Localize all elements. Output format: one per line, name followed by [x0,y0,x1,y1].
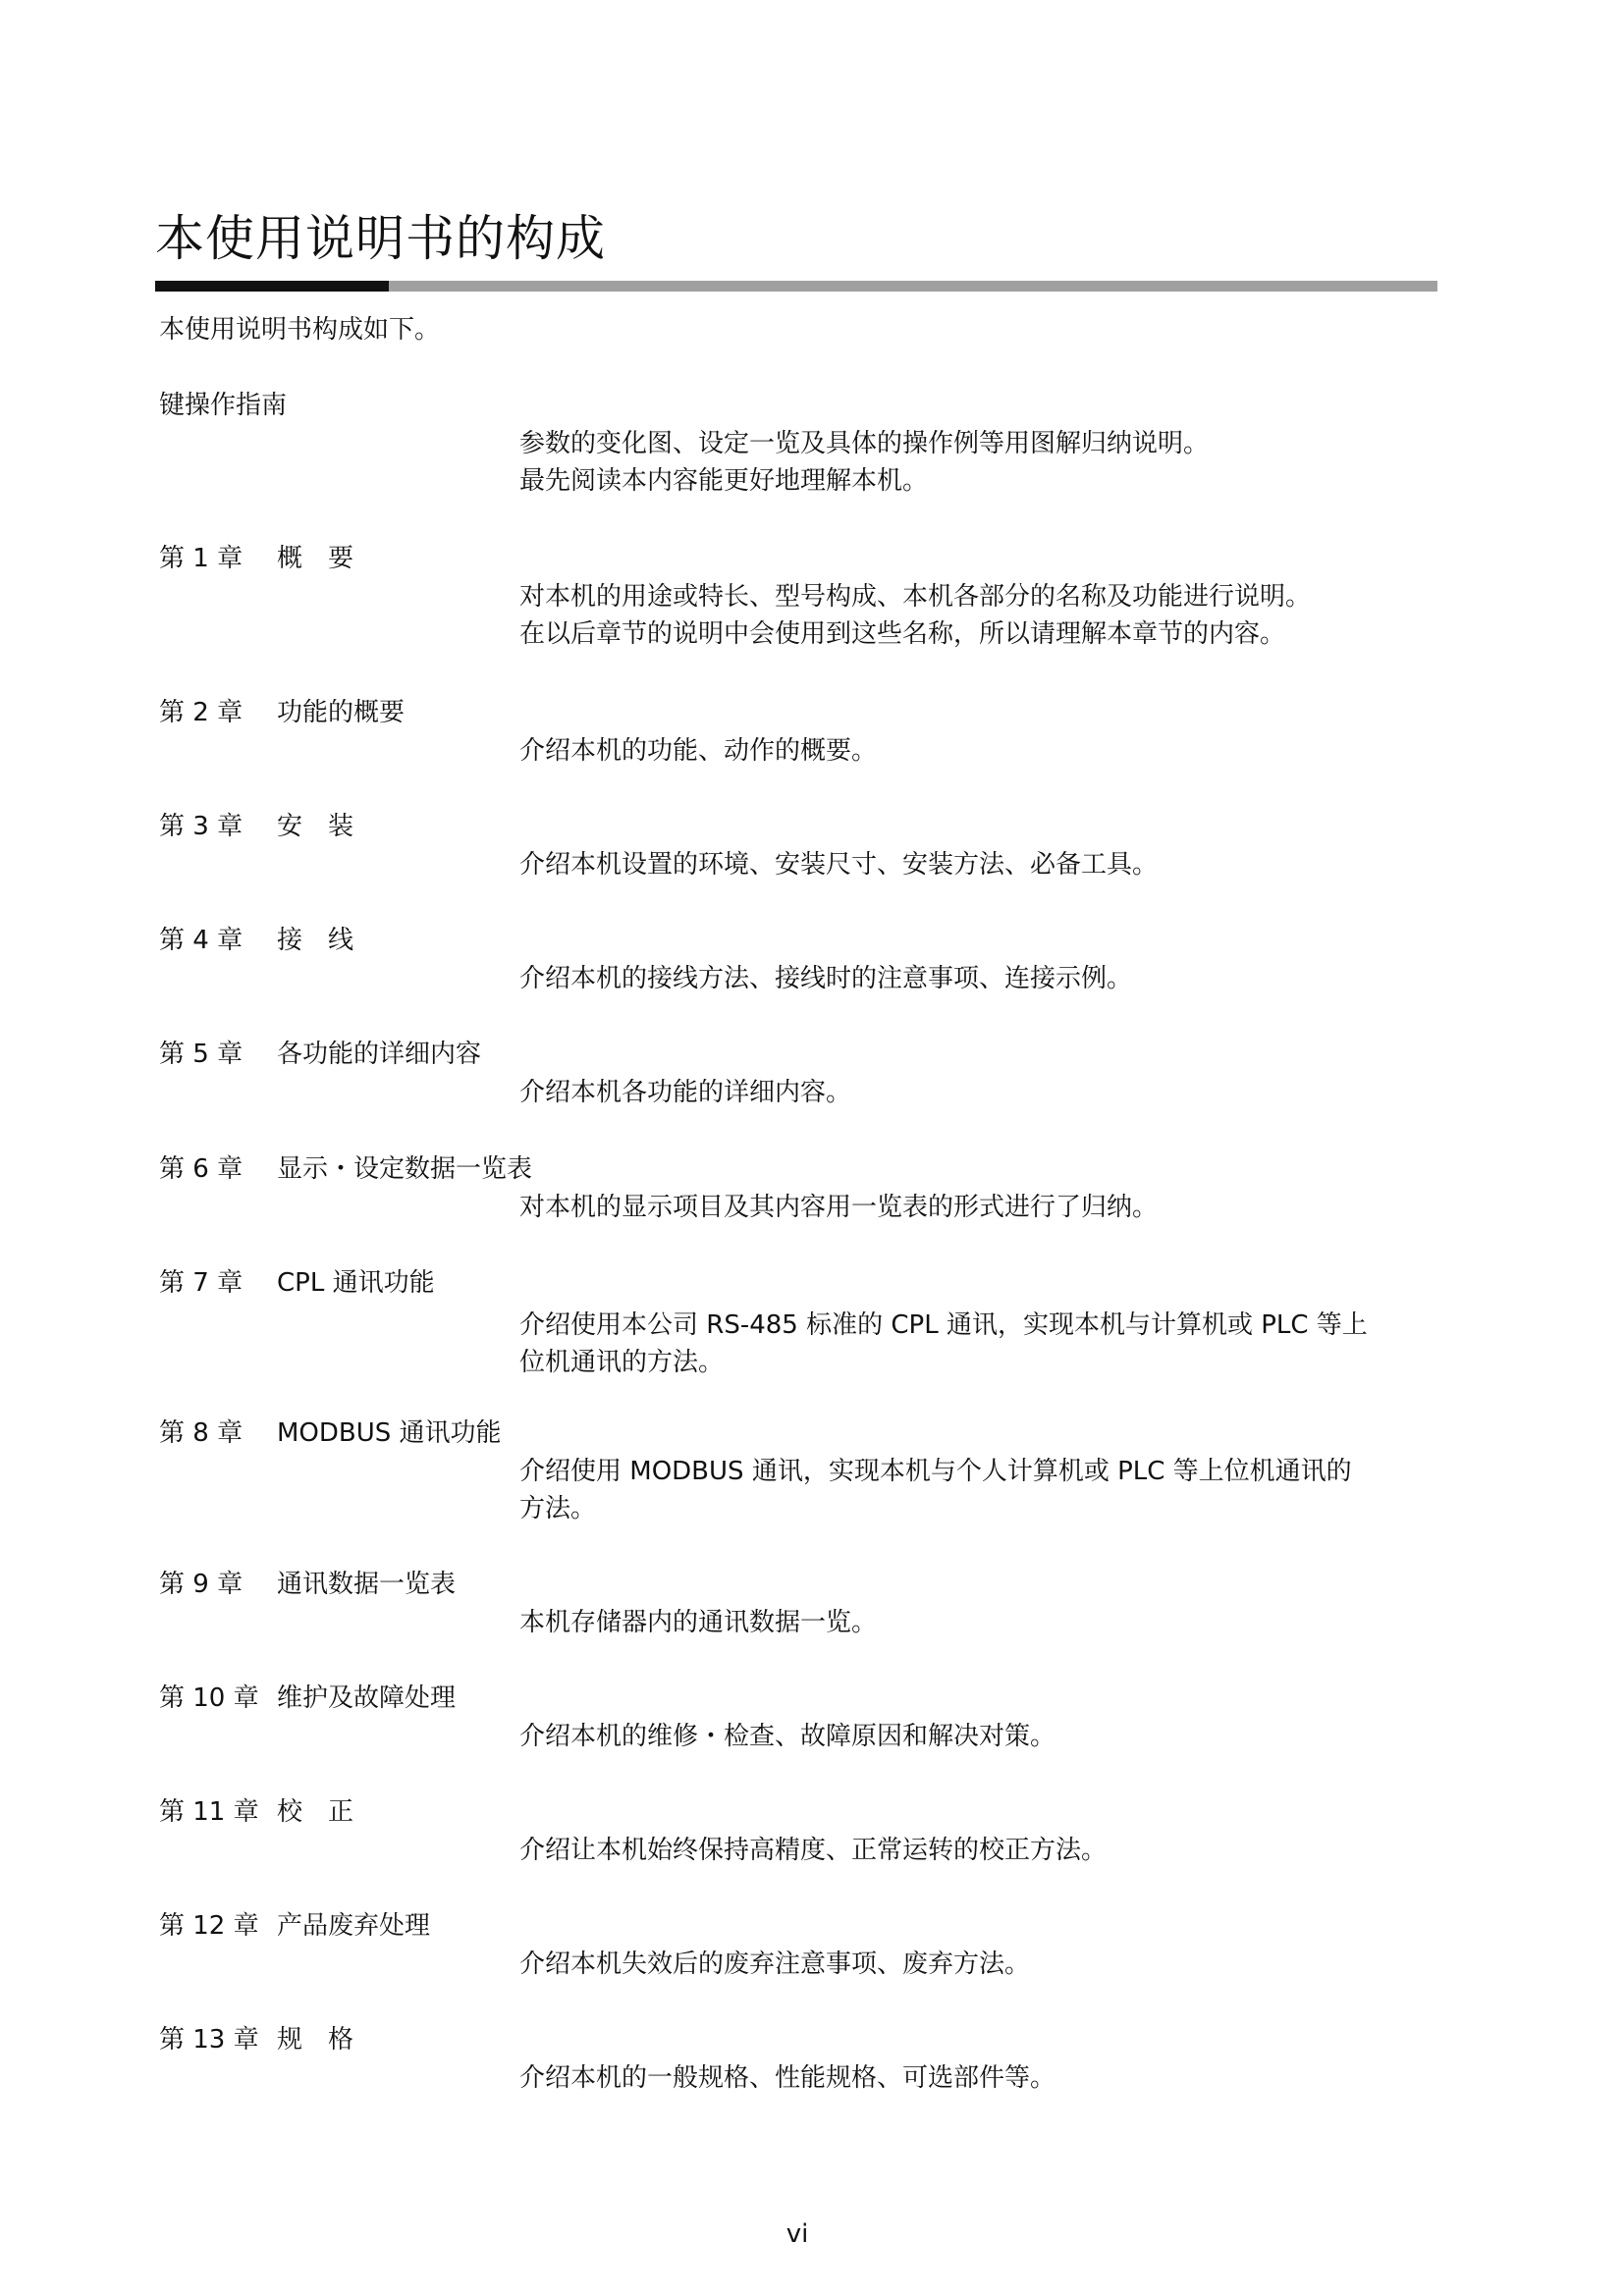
desc-line: 对本机的用途或特长、型号构成、本机各部分的名称及功能进行说明。 [519,582,1312,612]
section-chapter-7 [159,1263,1435,1381]
desc-line: 介绍本机设置的环境、安装尺寸、安装方法、必备工具。 [519,850,1159,880]
desc-line: 方法。 [519,1494,597,1523]
section-description [519,1832,1433,1869]
intro-text: 本使用说明书构成如下。 [159,315,441,345]
section-description [519,1718,1433,1755]
section-description [519,578,1433,653]
desc-line: 在以后章节的说明中会使用到这些名称，所以请理解本章节的内容。 [519,619,1286,649]
desc-line: 对本机的显示项目及其内容用一览表的形式进行了归纳。 [519,1193,1159,1222]
section-title: 安 装 [277,812,354,841]
chapter-number: 第 7 章 [159,1268,244,1298]
section-chapter-9 [159,1565,1435,1641]
desc-line: 本机存储器内的通讯数据一览。 [519,1608,878,1637]
section-description [519,1946,1433,1983]
section-chapter-13 [159,2020,1435,2097]
section-chapter-1 [159,539,1435,653]
section-heading [159,807,1435,846]
chapter-number: 第 8 章 [159,1418,244,1448]
section-title: CPL 通讯功能 [277,1268,435,1298]
chapter-number: 第 3 章 [159,812,244,841]
section-key-operation-guide [159,386,1435,500]
desc-line: 位机通讯的方法。 [519,1348,725,1377]
desc-line: 介绍让本机始终保持高精度、正常运转的校正方法。 [519,1836,1108,1865]
chapter-number: 第 13 章 [159,2025,259,2055]
section-title: 显示・设定数据一览表 [277,1154,533,1184]
title-underline [155,281,1437,292]
desc-line: 最先阅读本内容能更好地理解本机。 [519,466,929,496]
section-description [519,1074,1433,1111]
chapter-number: 第 10 章 [159,1683,259,1713]
section-heading [159,1792,1435,1832]
desc-line: 参数的变化图、设定一览及具体的操作例等用图解归纳说明。 [519,429,1210,458]
section-title: 维护及故障处理 [277,1683,457,1713]
chapter-number: 第 6 章 [159,1154,244,1184]
chapter-number: 第 2 章 [159,698,244,727]
section-description [519,1604,1433,1641]
section-title: 产品废弃处理 [277,1911,431,1941]
section-description [519,1307,1433,1381]
section-chapter-6 [159,1149,1435,1226]
section-chapter-5 [159,1035,1435,1111]
section-description [519,2059,1433,2097]
section-heading [159,2020,1435,2059]
chapter-number: 第 11 章 [159,1797,259,1827]
section-chapter-8 [159,1414,1435,1527]
section-chapter-4 [159,921,1435,997]
chapter-number: 第 1 章 [159,544,244,573]
desc-line: 介绍本机的一般规格、性能规格、可选部件等。 [519,2063,1056,2093]
section-heading [159,921,1435,960]
page-title: 本使用说明书的构成 [155,210,606,267]
section-title: 键操作指南 [159,391,288,420]
desc-line: 介绍使用本公司 RS-485 标准的 CPL 通讯，实现本机与计算机或 PLC 等上 [519,1310,1368,1340]
section-description [519,846,1433,883]
section-heading [159,539,1435,578]
title-underline-accent [155,281,389,292]
section-heading [159,693,1435,732]
section-heading [159,1906,1435,1946]
section-description [519,1189,1433,1226]
section-chapter-3 [159,807,1435,883]
section-title: 概 要 [277,544,354,573]
chapter-number: 第 9 章 [159,1570,244,1599]
page-number: vi [785,2219,809,2249]
section-title: 规 格 [277,2025,354,2055]
section-title: 各功能的详细内容 [277,1040,482,1069]
section-chapter-10 [159,1679,1435,1755]
section-heading [159,1679,1435,1718]
desc-line: 介绍本机各功能的详细内容。 [519,1078,852,1107]
desc-line: 介绍本机的维修・检查、故障原因和解决对策。 [519,1722,1056,1751]
section-title: 校 正 [277,1797,354,1827]
desc-line: 介绍使用 MODBUS 通讯，实现本机与个人计算机或 PLC 等上位机通讯的 [519,1457,1352,1486]
section-description [519,1453,1433,1527]
desc-line: 介绍本机的接线方法、接线时的注意事项、连接示例。 [519,964,1133,993]
section-heading [159,386,1435,425]
section-title: 通讯数据一览表 [277,1570,457,1599]
section-description [519,425,1433,500]
chapter-number: 第 4 章 [159,926,244,955]
desc-line: 介绍本机的功能、动作的概要。 [519,736,878,766]
desc-line: 介绍本机失效后的废弃注意事项、废弃方法。 [519,1949,1031,1979]
section-heading [159,1035,1435,1074]
section-heading [159,1414,1435,1453]
chapter-number: 第 5 章 [159,1040,244,1069]
section-chapter-2 [159,693,1435,770]
section-chapter-11 [159,1792,1435,1869]
section-heading [159,1565,1435,1604]
section-description [519,960,1433,997]
section-heading [159,1149,1435,1189]
section-description [519,732,1433,770]
section-title: 接 线 [277,926,354,955]
chapter-number: 第 12 章 [159,1911,259,1941]
section-chapter-12 [159,1906,1435,1983]
section-heading [159,1263,1435,1303]
section-title: MODBUS 通讯功能 [277,1418,502,1448]
section-title: 功能的概要 [277,698,406,727]
